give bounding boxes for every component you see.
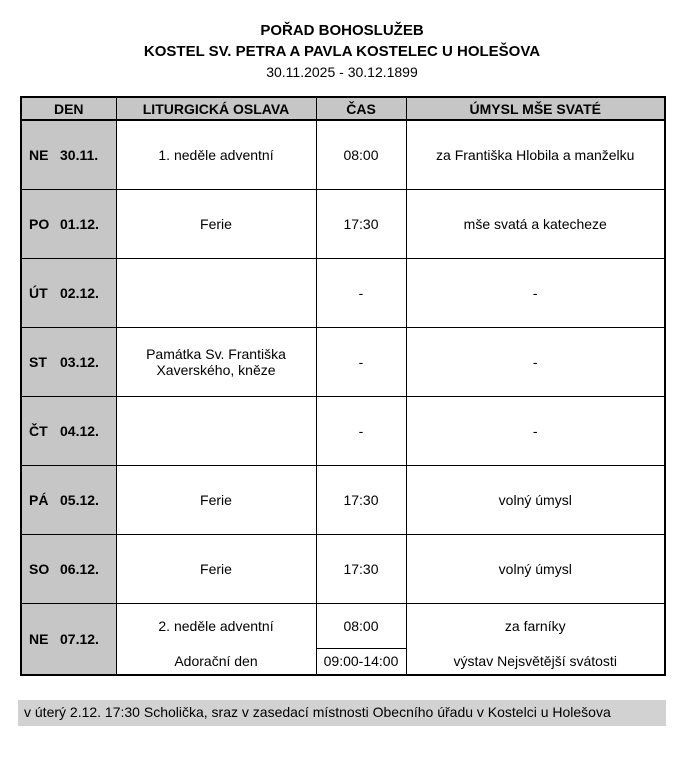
table-row	[21, 534, 665, 603]
table-row	[21, 189, 665, 258]
column-header-day: DEN	[21, 97, 116, 120]
time-cell: -	[316, 396, 406, 465]
day-date: 30.11.	[60, 146, 99, 163]
intention-cell: volný úmysl	[406, 465, 665, 534]
date-range: 30.11.2025 - 30.12.1899	[266, 64, 418, 80]
day-date: 07.12.	[60, 630, 99, 647]
table-row	[21, 258, 665, 327]
column-header-celebration: LITURGICKÁ OSLAVA	[116, 97, 316, 120]
day-cell	[21, 120, 116, 189]
day-date: 06.12.	[60, 560, 99, 577]
intention-cell: volný úmysl	[406, 534, 665, 603]
day-abbr: ST	[29, 353, 47, 370]
time-cell: 08:00	[316, 603, 406, 648]
intention-cell: -	[406, 396, 665, 465]
time-cell: 08:00	[316, 120, 406, 189]
day-abbr: ČT	[29, 422, 48, 439]
day-abbr: ÚT	[29, 284, 48, 301]
intention-cell: mše svatá a katecheze	[406, 189, 665, 258]
celebration-cell: 1. neděle adventní	[116, 120, 316, 189]
column-header-intention: ÚMYSL MŠE SVATÉ	[406, 97, 665, 120]
day-abbr: NE	[29, 630, 49, 647]
day-date: 05.12.	[60, 491, 99, 508]
church-title: KOSTEL SV. PETRA A PAVLA KOSTELEC U HOLEŠOVA	[143, 43, 541, 60]
day-abbr: SO	[29, 560, 50, 577]
table-header-row	[21, 97, 665, 120]
celebration-cell: Památka Sv. Františka Xaverského, kněze	[116, 327, 316, 396]
day-cell	[21, 465, 116, 534]
celebration-cell	[116, 258, 316, 327]
day-cell	[21, 258, 116, 327]
day-cell	[21, 534, 116, 603]
time-cell: -	[316, 327, 406, 396]
table-row	[21, 603, 665, 648]
celebration-cell: Adorační den	[116, 648, 316, 675]
intention-cell: výstav Nejsvětější svátosti	[406, 648, 665, 675]
celebration-cell	[116, 396, 316, 465]
day-abbr: PÁ	[29, 491, 49, 508]
day-abbr: NE	[29, 146, 49, 163]
intention-cell: za Františka Hlobila a manželku	[406, 120, 665, 189]
time-cell: 17:30	[316, 189, 406, 258]
day-date: 01.12.	[60, 215, 99, 232]
day-date: 04.12.	[60, 422, 99, 439]
column-header-time: ČAS	[316, 97, 406, 120]
celebration-cell: 2. neděle adventní	[116, 603, 316, 648]
intention-cell: -	[406, 327, 665, 396]
table-row	[21, 648, 665, 675]
table-row	[21, 396, 665, 465]
page-title: POŘAD BOHOSLUŽEB	[260, 22, 424, 39]
schedule-table	[20, 96, 666, 676]
time-cell: 17:30	[316, 534, 406, 603]
celebration-cell: Ferie	[116, 189, 316, 258]
celebration-cell: Ferie	[116, 534, 316, 603]
table-row	[21, 120, 665, 189]
day-cell	[21, 327, 116, 396]
intention-cell: -	[406, 258, 665, 327]
time-cell: 17:30	[316, 465, 406, 534]
day-cell	[21, 603, 116, 675]
intention-cell: za farníky	[406, 603, 665, 648]
day-cell	[21, 189, 116, 258]
table-row	[21, 327, 665, 396]
day-date: 02.12.	[60, 284, 99, 301]
table-row	[21, 465, 665, 534]
time-cell: 09:00-14:00	[316, 648, 406, 675]
footer-note: v úterý 2.12. 17:30 Scholička, sraz v zasedací místnosti Obecního úřadu v Kostelci u Holešova	[18, 700, 666, 726]
celebration-cell: Ferie	[116, 465, 316, 534]
day-abbr: PO	[29, 215, 50, 232]
time-cell: -	[316, 258, 406, 327]
document-header	[0, 0, 684, 82]
day-cell	[21, 396, 116, 465]
day-date: 03.12.	[60, 353, 99, 370]
